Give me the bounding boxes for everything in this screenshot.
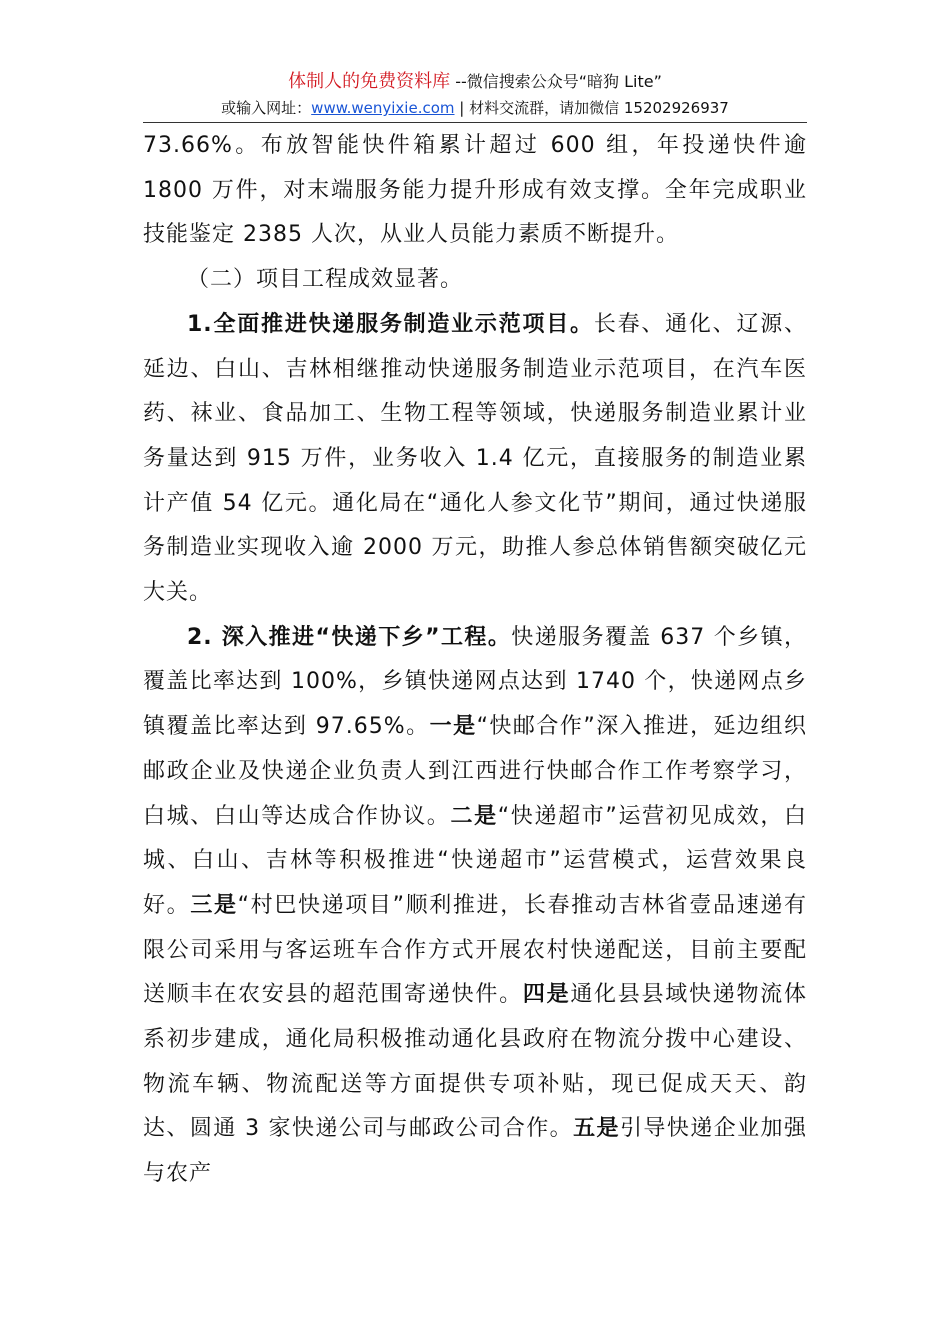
point-2-lead: 二是 — [450, 803, 498, 829]
point-4-text: 通化县县域快递物流体系初步建成，通化局积极推动通化县政府在物流分拨中心建设、物流车辆、物流配送等方面提供专项补贴，现已促成天天、韵达、圆通 3 家快递公司与邮政公司合作。 — [143, 982, 807, 1142]
header-brand: 体制人的免费资料库 — [288, 71, 451, 92]
point-1-lead: 一是 — [429, 714, 477, 740]
document-body — [143, 124, 807, 1197]
point-5-text: 引导快递企业加强与农产 — [143, 1116, 807, 1187]
header-wechat-hint: --微信搜索公众号“暗狗 Lite” — [450, 72, 662, 91]
item-2-intro: 快递服务覆盖 637 个乡镇，覆盖比率达到 100%，乡镇快递网点达到 1740 个，快递网点乡镇覆盖比率达到 97.65%。 — [143, 624, 807, 740]
header-contact: | 材料交流群，请加微信 15202926937 — [454, 99, 729, 117]
header-url-link[interactable]: www.wenyixie.com — [311, 99, 455, 117]
item-1-text: 长春、通化、辽源、延边、白山、吉林相继推动快递服务制造业示范项目，在汽车医药、袜业、食品加工、生物工程等领域，快递服务制造业累计业务量达到 915 万件，业务收入 1.4 亿元，直接服务的制造业累计产值 54 亿元。通化局在“通化人参文化节”期间，通过快递服务制造业实现收入逾 2000 万元，助推人参总体销售额突破亿元大关。 — [143, 311, 807, 606]
point-3-text: “村巴快递项目”顺利推进，长春推动吉林省壹品速递有限公司采用与客运班车合作方式开展农村快递配送，目前主要配送顺丰在农安县的超范围寄递快件。 — [143, 892, 807, 1008]
point-2-text: “快递超市”运营初见成效，白城、白山、吉林等积极推进“快递超市”运营模式，运营效果良好。 — [143, 803, 807, 918]
item-2-lead: 2. 深入推进“快递下乡”工程。 — [187, 624, 512, 650]
item-1-lead: 1.全面推进快递服务制造业示范项目。 — [187, 311, 594, 337]
header-line-2 — [0, 96, 950, 120]
point-4-lead: 四是 — [522, 982, 571, 1008]
page-header — [0, 70, 950, 120]
header-url-prefix: 或输入网址： — [221, 99, 312, 117]
header-line-1 — [0, 70, 950, 94]
paragraph-item-2 — [143, 616, 807, 1197]
point-3-lead: 三是 — [190, 892, 238, 918]
paragraph-continued: 73.66%。布放智能快件箱累计超过 600 组，年投递快件逾 1800 万件，对末端服务能力提升形成有效支撑。全年完成职业技能鉴定 2385 人次，从业人员能力素质不断提升。 — [143, 133, 807, 248]
header-divider — [143, 122, 807, 123]
point-1-text: “快邮合作”深入推进，延边组织邮政企业及快递企业负责人到江西进行快邮合作工作考察学习，白城、白山等达成合作协议。 — [143, 714, 807, 829]
point-5-lead: 五是 — [573, 1116, 620, 1142]
section-heading: （二）项目工程成效显著。 — [187, 267, 464, 293]
paragraph-item-1 — [143, 303, 807, 616]
